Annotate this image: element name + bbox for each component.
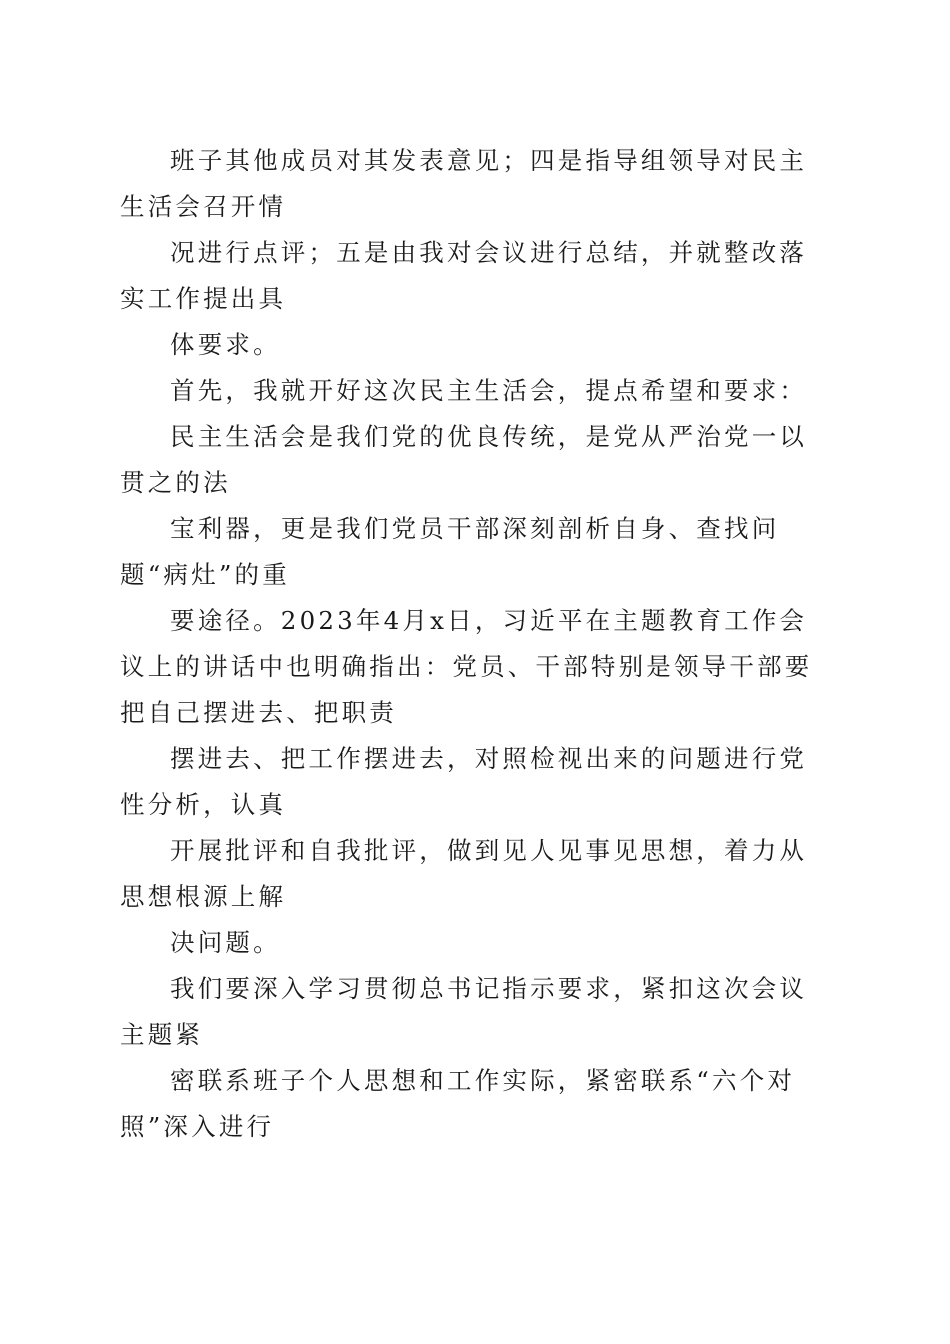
paragraph: 民主生活会是我们党的优良传统，是党从严治党一以贯之的法 (120, 422, 808, 497)
paragraph: 我们要深入学习贯彻总书记指示要求，紧扣这次会议主题紧 (120, 974, 808, 1049)
paragraph: 班子其他成员对其发表意见；四是指导组领导对民主生活会召开情 (120, 146, 808, 221)
paragraph: 决问题。 (170, 928, 281, 957)
paragraph: 要途径。2023年4月x日，习近平在主题教育工作会议上的讲话中也明确指出：党员、干部特别是领导干部要把自己摆进去、把职责 (120, 606, 813, 727)
paragraph: 首先，我就开好这次民主生活会，提点希望和要求： (170, 376, 808, 405)
paragraph: 宝利器，更是我们党员干部深刻剖析自身、查找问题“病灶”的重 (120, 514, 780, 589)
paragraph: 况进行点评；五是由我对会议进行总结，并就整改落实工作提出具 (120, 238, 808, 313)
paragraph: 密联系班子个人思想和工作实际，紧密联系“六个对照”深入进行 (120, 1066, 796, 1141)
paragraph: 摆进去、把工作摆进去，对照检视出来的问题进行党性分析，认真 (120, 744, 808, 819)
paragraph: 开展批评和自我批评，做到见人见事见思想，着力从思想根源上解 (120, 836, 808, 911)
paragraph: 体要求。 (170, 330, 281, 359)
document-body (120, 138, 830, 1150)
